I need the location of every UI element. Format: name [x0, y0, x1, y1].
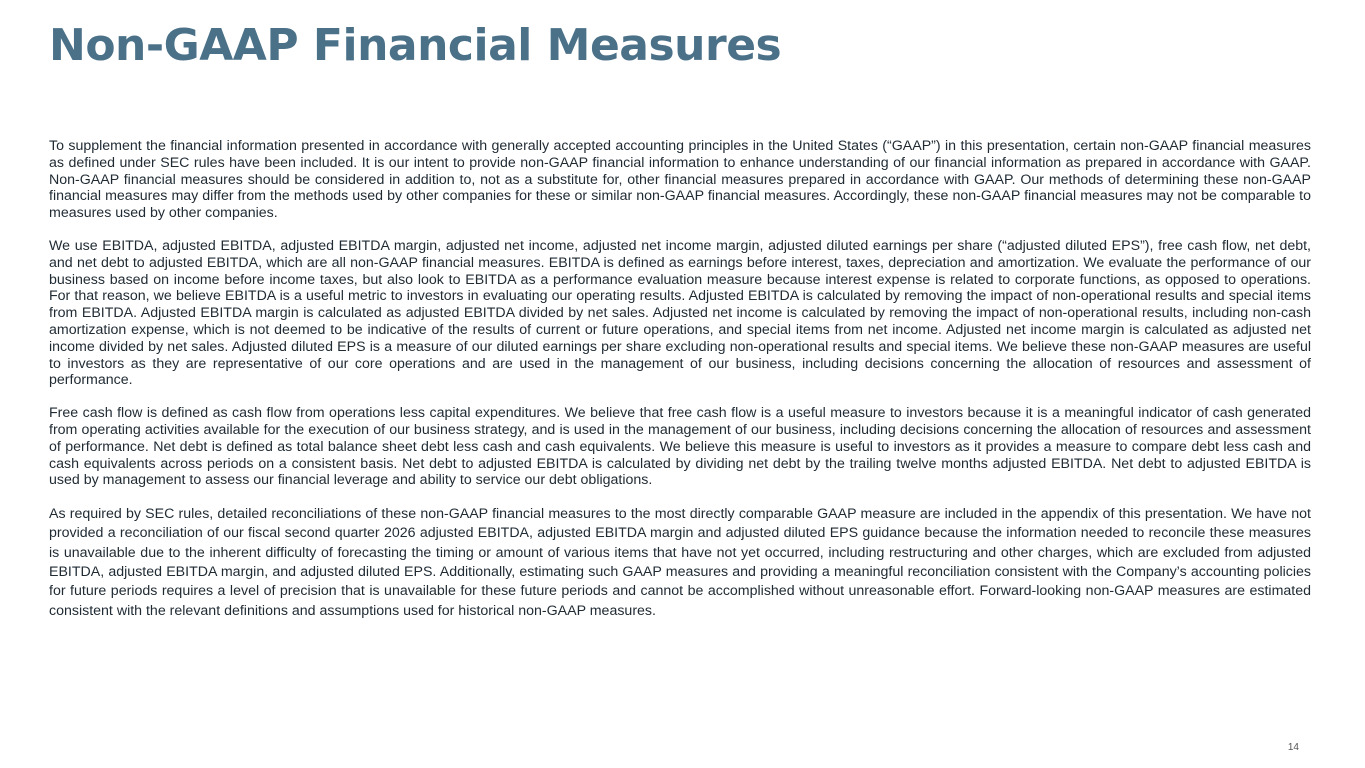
paragraph-reconciliation: As required by SEC rules, detailed reconciliations of these non-GAAP financial measures to the most directly comparable GAAP measure are included in the appendix of this presentation. We have not provided a reconciliation of our fiscal second quarter 2026 adjusted EBITDA, adjusted EBITDA margin and adjusted diluted EPS guidance because the information needed to reconcile these measures is unavailable due to the inherent difficulty of forecasting the timing or amount of various items that have not yet occurred, including restructuring and other charges, which are excluded from adjusted EBITDA, adjusted EBITDA margin, and adjusted diluted EPS. Additionally, estimating such GAAP measures and providing a meaningful reconciliation consistent with the Company’s accounting policies for future periods requires a level of precision that is unavailable for these future periods and cannot be accomplished without unreasonable effort. Forward-looking non-GAAP measures are estimated consistent with the relevant definitions and assumptions used for historical non-GAAP measures. [49, 506, 1311, 619]
body-text [49, 138, 1311, 637]
paragraph-intro: To supplement the financial information presented in accordance with generally accepted accounting principles in the United States (“GAAP”) in this presentation, certain non-GAAP financial measures as defined under SEC rules have been included. It is our intent to provide non-GAAP financial information to enhance understanding of our financial information as prepared in accordance with GAAP. Non-GAAP financial measures should be considered in addition to, not as a substitute for, other financial measures prepared in accordance with GAAP. Our methods of determining these non-GAAP financial measures may differ from the methods used by other companies for these or similar non-GAAP financial measures. Accordingly, these non-GAAP financial measures may not be comparable to measures used by other companies. [49, 138, 1311, 222]
page-title: Non-GAAP Financial Measures [49, 20, 782, 71]
paragraph-ebitda: We use EBITDA, adjusted EBITDA, adjusted EBITDA margin, adjusted net income, adjusted net income margin, adjusted diluted earnings per share (“adjusted diluted EPS”), free cash flow, net debt, and net debt to adjusted EBITDA, which are all non-GAAP financial measures. EBITDA is defined as earnings before interest, taxes, depreciation and amortization. We evaluate the performance of our business based on income before income taxes, but also look to EBITDA as a performance evaluation measure because interest expense is related to corporate functions, as opposed to operations. For that reason, we believe EBITDA is a useful metric to investors in evaluating our operating results. Adjusted EBITDA is calculated by removing the impact of non-operational results and special items from EBITDA. Adjusted EBITDA margin is calculated as adjusted EBITDA divided by net sales. Adjusted net income is calculated by removing the impact of non-operational results, including non-cash amortization expense, which is not deemed to be indicative of the results of current or future operations, and special items from net income. Adjusted net income margin is calculated as adjusted net income divided by net sales. Adjusted diluted EPS is a measure of our diluted earnings per share excluding non-operational results and special items. We believe these non-GAAP measures are useful to investors as they are representative of our core operations and are used in the management of our business, including decisions concerning the allocation of resources and assessment of performance. [49, 237, 1311, 389]
paragraph-free-cash-flow: Free cash flow is defined as cash flow from operations less capital expenditures. We believe that free cash flow is a useful measure to investors because it is a meaningful indicator of cash generated from operating activities available for the execution of our business strategy, and is used in the management of our business, including decisions concerning the allocation of resources and assessment of performance. Net debt is defined as total balance sheet debt less cash and cash equivalents. We believe this measure is useful to investors as it provides a measure to compare debt less cash and cash equivalents across periods on a consistent basis. Net debt to adjusted EBITDA is calculated by dividing net debt by the trailing twelve months adjusted EBITDA. Net debt to adjusted EBITDA is used by management to assess our financial leverage and ability to service our debt obligations. [49, 405, 1311, 489]
page-number: 14 [1287, 742, 1299, 753]
